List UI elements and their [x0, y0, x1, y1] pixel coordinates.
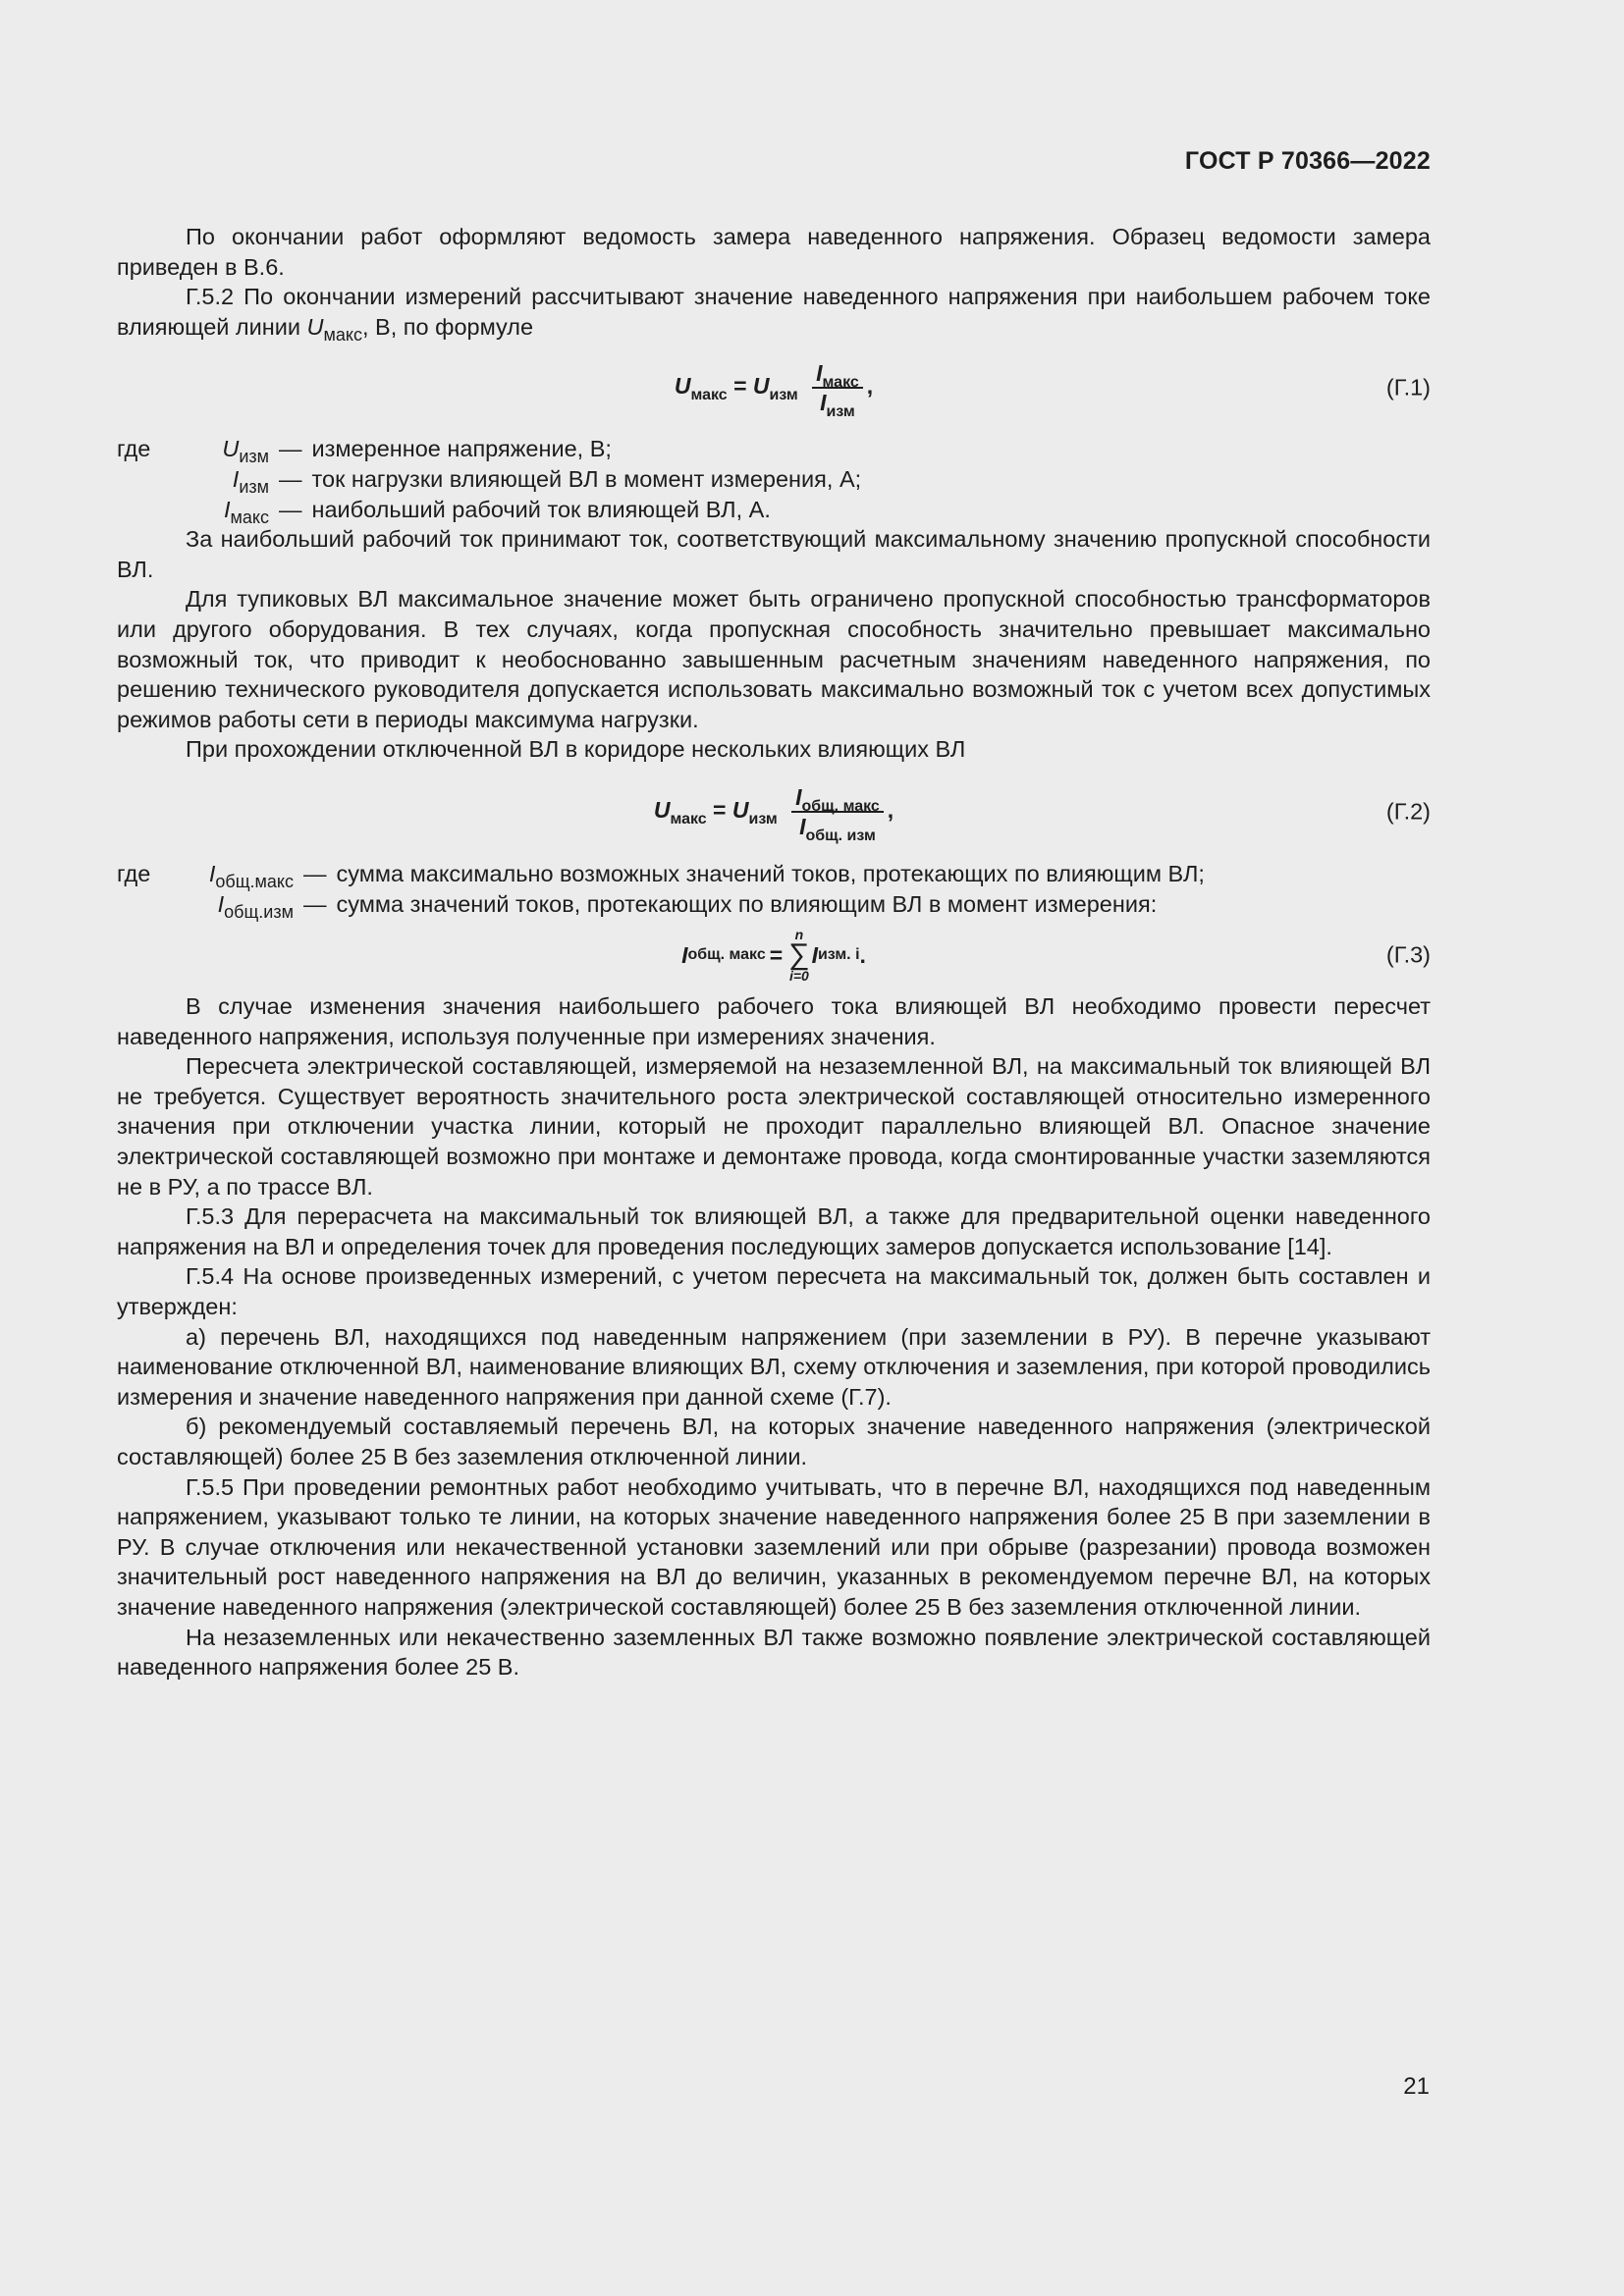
formula-number: (Г.2) — [1385, 798, 1431, 825]
definition-row — [117, 859, 1431, 889]
formula-var: U — [653, 796, 671, 823]
standard-header: ГОСТ Р 70366—2022 — [1184, 147, 1431, 175]
formula-var: I — [816, 360, 823, 387]
sum-operator — [788, 928, 809, 983]
definition-text: сумма максимально возможных значений токов, протекающих по влияющим ВЛ; — [336, 860, 1205, 886]
formula-sub: изм — [769, 387, 798, 404]
paragraph-text: Г.5.2 По окончании измерений рассчитывают значение наведенного напряжения при наибольшем рабочем токе влияющей линии — [117, 284, 1431, 340]
definition-row — [117, 889, 1431, 920]
definition-dash: — — [279, 465, 302, 492]
paragraph: а) перечень ВЛ, находящихся под наведенным напряжением (при заземлении в РУ). В перечне указывают наименование отключенной ВЛ, наименование влияющих ВЛ, схему отключения и заземления, при которой проводились измерения и значение наведенного напряжения при данной схеме (Г.7). — [117, 1323, 1431, 1410]
definition-row — [117, 495, 1431, 525]
definition-dash: — — [303, 890, 327, 917]
paragraph: б) рекомендуемый составляемый перечень ВЛ, на которых значение наведенного напряжения (электрической составляющей) более 25 В без заземления отключенной линии. — [117, 1414, 1431, 1469]
definition-symbol — [156, 859, 294, 889]
fraction-denominator — [795, 813, 880, 844]
formula-sub: общ. изм — [805, 827, 876, 844]
paragraph: На незаземленных или некачественно заземленных ВЛ также возможно появление электрической составляющей наведенного напряжения более 25 В. — [117, 1624, 1431, 1681]
formula-sub: изм — [826, 403, 855, 421]
definitions-list — [117, 859, 1431, 922]
definition-text: ток нагрузки влияющей ВЛ в момент измерения, А; — [311, 465, 862, 492]
formula-var: U — [752, 373, 770, 400]
formula-var: I — [795, 783, 802, 810]
formula-sub: изм — [748, 810, 778, 828]
definition-symbol — [156, 464, 269, 495]
symbol-subscript: общ.изм — [224, 901, 294, 922]
paragraph: Для тупиковых ВЛ максимальное значение может быть ограничено пропускной способностью трансформаторов или другого оборудования. В тех случаях, когда пропускная способность значительно превышает максимально возможный ток, что приводит к необоснованно завышенным расчетным значениям наведенного напряжения, по решению технического руководителя допускается использовать максимально возможный ток с учетом всех допустимых режимов работы сети в периоды максимума нагрузки. — [117, 586, 1431, 732]
paragraph — [117, 282, 1431, 345]
definition-row — [117, 434, 1431, 467]
definition-dash: — — [303, 860, 327, 886]
symbol-subscript: макс — [323, 324, 362, 345]
formula-expression: I общ. макс = n ∑ i=0 I изм. i . — [681, 927, 866, 985]
symbol-subscript: общ.макс — [215, 871, 294, 891]
definition-symbol — [156, 889, 294, 920]
formula-var: U — [674, 373, 691, 400]
paragraph: Г.5.3 Для перерасчета на максимальный ток влияющей ВЛ, а также для предварительной оценки наведенного напряжения на ВЛ и определения точек для проведения последующих замеров допускается использование [14]. — [117, 1203, 1431, 1259]
fraction — [812, 359, 863, 421]
symbol-subscript: изм — [239, 447, 269, 467]
paragraph-text: , В, по формуле — [362, 313, 534, 340]
formula-g2 — [117, 765, 1431, 859]
definition-lead: где — [117, 860, 151, 886]
paragraph: Г.5.5 При проведении ремонтных работ необходимо учитывать, что в перечне ВЛ, находящихся под наведенным напряжением, указывают только те линии, на которых значение наведенного напряжения более 25 В при заземлении в РУ. В случае отключения или некачественной установки заземлений или при обрыве (разрезании) провода возможен значительный рост наведенного напряжения на ВЛ до величин, указанных в рекомендуемом перечне ВЛ, на которых значение наведенного напряжения (электрической составляющей) более 25 В без заземления отключенной линии. — [117, 1473, 1431, 1620]
sum-lower-limit: i=0 — [788, 968, 809, 985]
formula-punct: , — [866, 373, 874, 400]
formula-var: I — [799, 813, 806, 839]
definition-dash: — — [279, 496, 302, 522]
formula-g1 — [117, 342, 1431, 434]
formula-var: I — [811, 941, 818, 968]
symbol: I — [224, 496, 231, 522]
formula-var: I — [820, 390, 827, 416]
equals-sign: = — [713, 796, 727, 823]
sigma-sign: ∑ — [788, 938, 810, 972]
paragraph: При прохождении отключенной ВЛ в коридоре нескольких влияющих ВЛ — [186, 736, 966, 763]
definitions-list — [117, 434, 1431, 527]
definition-symbol — [156, 434, 269, 467]
fraction-numerator — [812, 359, 863, 392]
paragraph: По окончании работ оформляют ведомость замера наведенного напряжения. Образец ведомости замера приведен в В.6. — [117, 224, 1431, 280]
formula-expression — [653, 783, 894, 844]
formula-sub: макс — [690, 387, 728, 404]
symbol: I — [208, 860, 216, 886]
equals-sign: = — [769, 941, 784, 968]
definition-text: наибольший рабочий ток влияющей ВЛ, А. — [311, 496, 771, 522]
definition-row — [117, 464, 1431, 495]
formula-number: (Г.1) — [1385, 375, 1431, 401]
page-content — [117, 222, 1431, 1682]
symbol-subscript: изм — [239, 476, 269, 497]
definition-text: сумма значений токов, протекающих по влияющим ВЛ в момент измерения: — [336, 890, 1158, 917]
fraction-numerator — [791, 783, 884, 813]
formula-sub: макс — [670, 810, 707, 828]
formula-sub: макс — [822, 374, 859, 392]
definition-text: измеренное напряжение, В; — [311, 436, 612, 462]
symbol: I — [232, 465, 240, 492]
formula-g3 — [117, 919, 1431, 991]
paragraph: В случае изменения значения наибольшего рабочего тока влияющей ВЛ необходимо провести пересчет наведенного напряжения, используя полученные при измерениях значения. — [117, 993, 1431, 1049]
formula-punct: , — [887, 796, 894, 823]
definition-dash: — — [279, 436, 302, 462]
paragraph: Г.5.4 На основе произведенных измерений, с учетом пересчета на максимальный ток, должен быть составлен и утвержден: — [117, 1263, 1431, 1320]
definition-symbol — [156, 495, 269, 525]
symbol-subscript: макс — [230, 507, 269, 527]
sum-upper-limit: n — [794, 927, 804, 943]
symbol: I — [217, 890, 225, 917]
paragraph: За наибольший рабочий ток принимают ток, соответствующий максимальному значению пропускной способности ВЛ. — [117, 526, 1431, 582]
formula-sub: общ. макс — [801, 797, 880, 815]
paragraph: Пересчета электрической составляющей, измеряемой на незаземленной ВЛ, на максимальный ток влияющей ВЛ не требуется. Существует вероятность значительного роста электрической составляющей относительно измеренного значения при отключении участка линии, который не проходит параллельно влияющей ВЛ. Опасное значение электрической составляющей возможно при монтаже и демонтаже провода, когда смонтированные участки заземляются не в РУ, а по трассе ВЛ. — [117, 1053, 1431, 1200]
formula-number: (Г.3) — [1385, 941, 1431, 968]
definition-lead: где — [117, 436, 151, 462]
symbol: U — [222, 436, 240, 462]
formula-expression — [674, 359, 874, 421]
formula-var: I — [681, 941, 688, 968]
fraction — [791, 783, 884, 844]
symbol: U — [306, 313, 324, 340]
equals-sign: = — [733, 373, 747, 400]
fraction-denominator — [816, 389, 859, 421]
formula-var: U — [731, 796, 749, 823]
formula-punct: . — [859, 941, 866, 968]
page-number: 21 — [1403, 2073, 1430, 2100]
